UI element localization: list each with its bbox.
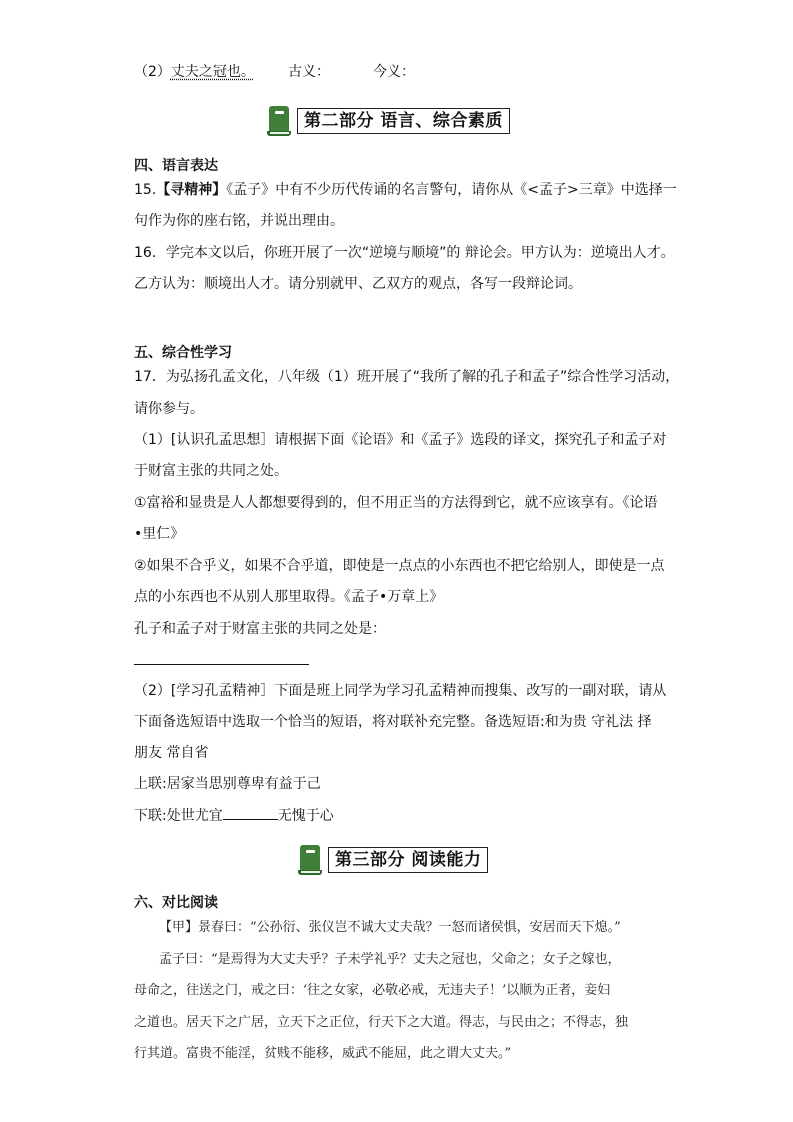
part-5-heading: 五、综合性学习 (134, 345, 232, 361)
question-phrase: 丈夫之冠也。 (170, 64, 255, 80)
couplet-blank[interactable] (223, 805, 278, 820)
passage-jia-line-4: 之道也。居天下之广居，立天下之正位，行天下之大道。得志，与民由之；不得志，独 (134, 1015, 629, 1030)
upper-couplet: 上联:居家当思别尊卑有益于己 (134, 776, 321, 792)
question-17-2-line-2: 下面备选短语中选取一个恰当的短语，将对联补充完整。备选短语:和为贵 守礼法 择 (134, 714, 652, 730)
book-icon (298, 845, 322, 875)
question-16-line-1: 16．学完本文以后，你班开展了一次“逆境与顺境”的 辩论会。甲方认为：逆境出人才。 (134, 245, 675, 261)
question-17-line-1: 17．为弘扬孔孟文化，八年级（1）班开展了“我所了解的孔子和孟子”综合性学习活动， (134, 369, 680, 385)
question-2-line (134, 62, 255, 82)
passage-jia-line-3: 母命之，往送之门，戒之曰：‘往之女家，必敬必戒，无违夫子！’以顺为正者，妾妇 (134, 983, 611, 998)
citation-2-line-1: ②如果不合乎义，如果不合乎道，即使是一点点的小东西也不把它给别人，即使是一点 (134, 558, 665, 574)
question-15-line-1: 15.【寻精神】《孟子》中有不少历代传诵的名言警句，请你从《<孟子>三章》中选择一 (134, 182, 677, 198)
question-15-line-2: 句作为你的座右铭，并说出理由。 (134, 213, 344, 229)
section-3-header (298, 845, 488, 875)
ancient-meaning-label: 古义： (288, 64, 330, 80)
question-16-line-2: 乙方认为：顺境出人才。请分别就甲、乙双方的观点，各写一段辩论词。 (134, 276, 582, 292)
citation-2-line-2: 点的小东西也不从别人那里取得。《孟子•万章上》 (134, 589, 444, 605)
section-2-header (267, 106, 510, 136)
question-17-line-2: 请你参与。 (134, 401, 204, 417)
passage-jia-line-2: 孟子曰：“是焉得为大丈夫乎？子未学礼乎？丈夫之冠也，父命之；女子之嫁也， (159, 952, 621, 967)
question-17-2-line-3: 朋友 常自省 (134, 745, 209, 761)
answer-blank-line[interactable] (134, 664, 309, 665)
question-17-2-line-1: （2）[学习孔孟精神］下面是班上同学为学习孔孟精神而搜集、改写的一副对联，请从 (134, 683, 667, 699)
question-17-1-line-1: （1）[认识孔孟思想］请根据下面《论语》和《孟子》选段的译文，探究孔子和孟子对 (134, 432, 667, 448)
section-3-title: 第三部分 阅读能力 (328, 847, 488, 873)
question-17-1-line-2: 于财富主张的共同之处。 (134, 463, 288, 479)
passage-jia-line-5: 行其道。富贵不能淫，贫贱不能移，威武不能屈，此之谓大丈夫。” (134, 1046, 512, 1061)
question-15-tag: 【寻精神】 (156, 182, 227, 198)
part-4-heading: 四、语言表达 (134, 158, 218, 174)
question-number: （2） (134, 64, 171, 80)
passage-jia-line-1: 【甲】景春曰：“公孙衍、张仪岂不诚大丈夫哉？一怒而诸侯惧，安居而天下熄。” (159, 920, 621, 935)
citation-1-line-1: ①富裕和显贵是人人都想要得到的，但不用正当的方法得到它，就不应该享有。《论语 (134, 495, 658, 511)
section-2-title: 第二部分 语言、综合素质 (297, 108, 510, 134)
modern-meaning-label: 今义： (373, 64, 415, 80)
lower-couplet: 下联:处世尤宜 无愧于心 (134, 805, 334, 826)
citation-1-line-2: •里仁》 (134, 526, 185, 542)
part-6-heading: 六、对比阅读 (134, 895, 218, 911)
book-icon (267, 106, 291, 136)
common-point-prompt: 孔子和孟子对于财富主张的共同之处是： (134, 621, 386, 637)
